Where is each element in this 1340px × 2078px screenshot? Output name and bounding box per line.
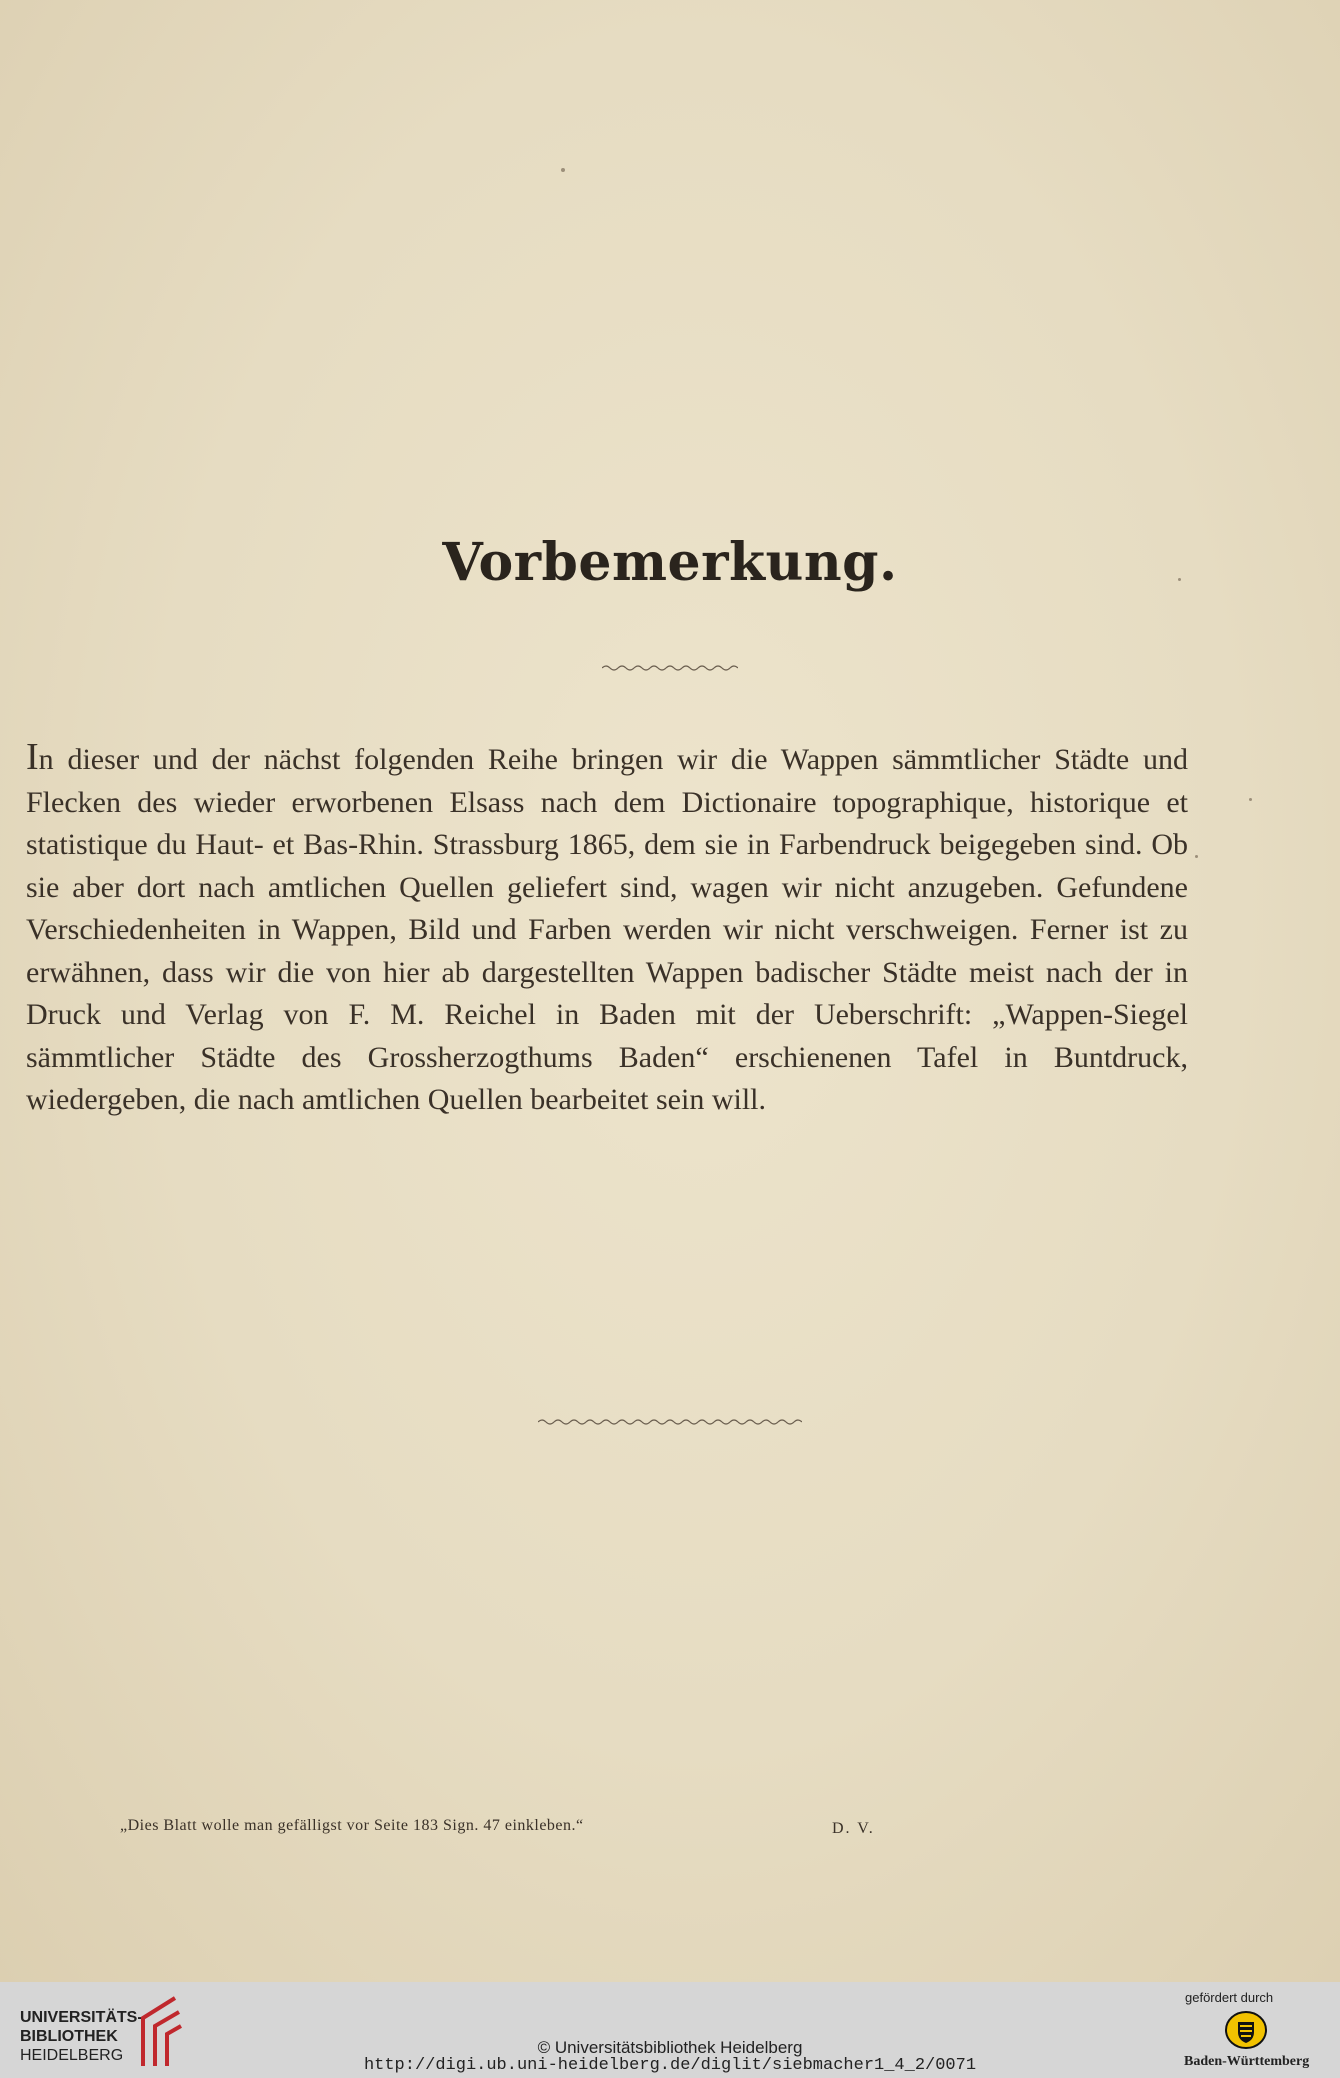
library-name-line2: BIBLIOTHEK: [20, 2028, 118, 2045]
baden-wuerttemberg-seal-icon: [1224, 2010, 1268, 2050]
library-name-line3: HEIDELBERG: [20, 2047, 124, 2064]
intro-paragraph: [26, 738, 1188, 1122]
library-name-line1: UNIVERSITÄTS-: [20, 2009, 143, 2026]
copyright-notice: © Universitätsbibliothek Heidelberg: [537, 2038, 803, 2057]
paper-speck: [1249, 798, 1252, 801]
signature: D. V.: [832, 1820, 875, 1837]
paper-speck: [561, 168, 565, 172]
paragraph-text: n dieser und der nächst folgenden Reihe bringen wir die Wappen sämmtlicher Städte und Flecken des wieder erworbenen Elsass nach dem Dictionaire topographique, historique et statistique du Haut- et Bas-Rhin. Strassburg 1865, dem sie in Farbendruck beigegeben sind. Ob sie aber dort nach amtlichen Quellen geliefert sind, wagen wir nicht anzugeben. Gefundene Verschiedenheiten in Wappen, Bild und Farben werden wir nicht verschweigen. Ferner ist zu erwähnen, dass wir die von hier ab dargestellten Wappen badischer Städte meist nach der in Druck und Verlag von F. M. Reichel in Baden mit der Ueberschrift: „Wappen-Siegel sämmtlicher Städte des Grossherzogthums Baden“ erschienenen Tafel in Buntdruck, wiedergeben, die nach amtlichen Quellen bearbeitet sein will.: [26, 743, 1188, 1116]
sponsor-name: Baden-Württemberg: [1184, 2054, 1310, 2069]
footnote: „Dies Blatt wolle man gefälligst vor Seite 183 Sign. 47 einkleben.“: [120, 1817, 584, 1834]
ornament-divider-top: [0, 663, 1340, 673]
drop-cap: I: [26, 736, 39, 778]
sponsor-label: gefördert durch: [1185, 1990, 1274, 2005]
paper-speck: [1195, 855, 1198, 858]
permalink-url[interactable]: http://digi.ub.uni-heidelberg.de/diglit/siebmacher1_4_2/0071: [363, 2056, 977, 2075]
ornament-divider-bottom: [0, 1417, 1340, 1427]
footer-bar: [0, 1982, 1340, 2078]
page-title: Vorbemerkung.: [442, 532, 898, 593]
